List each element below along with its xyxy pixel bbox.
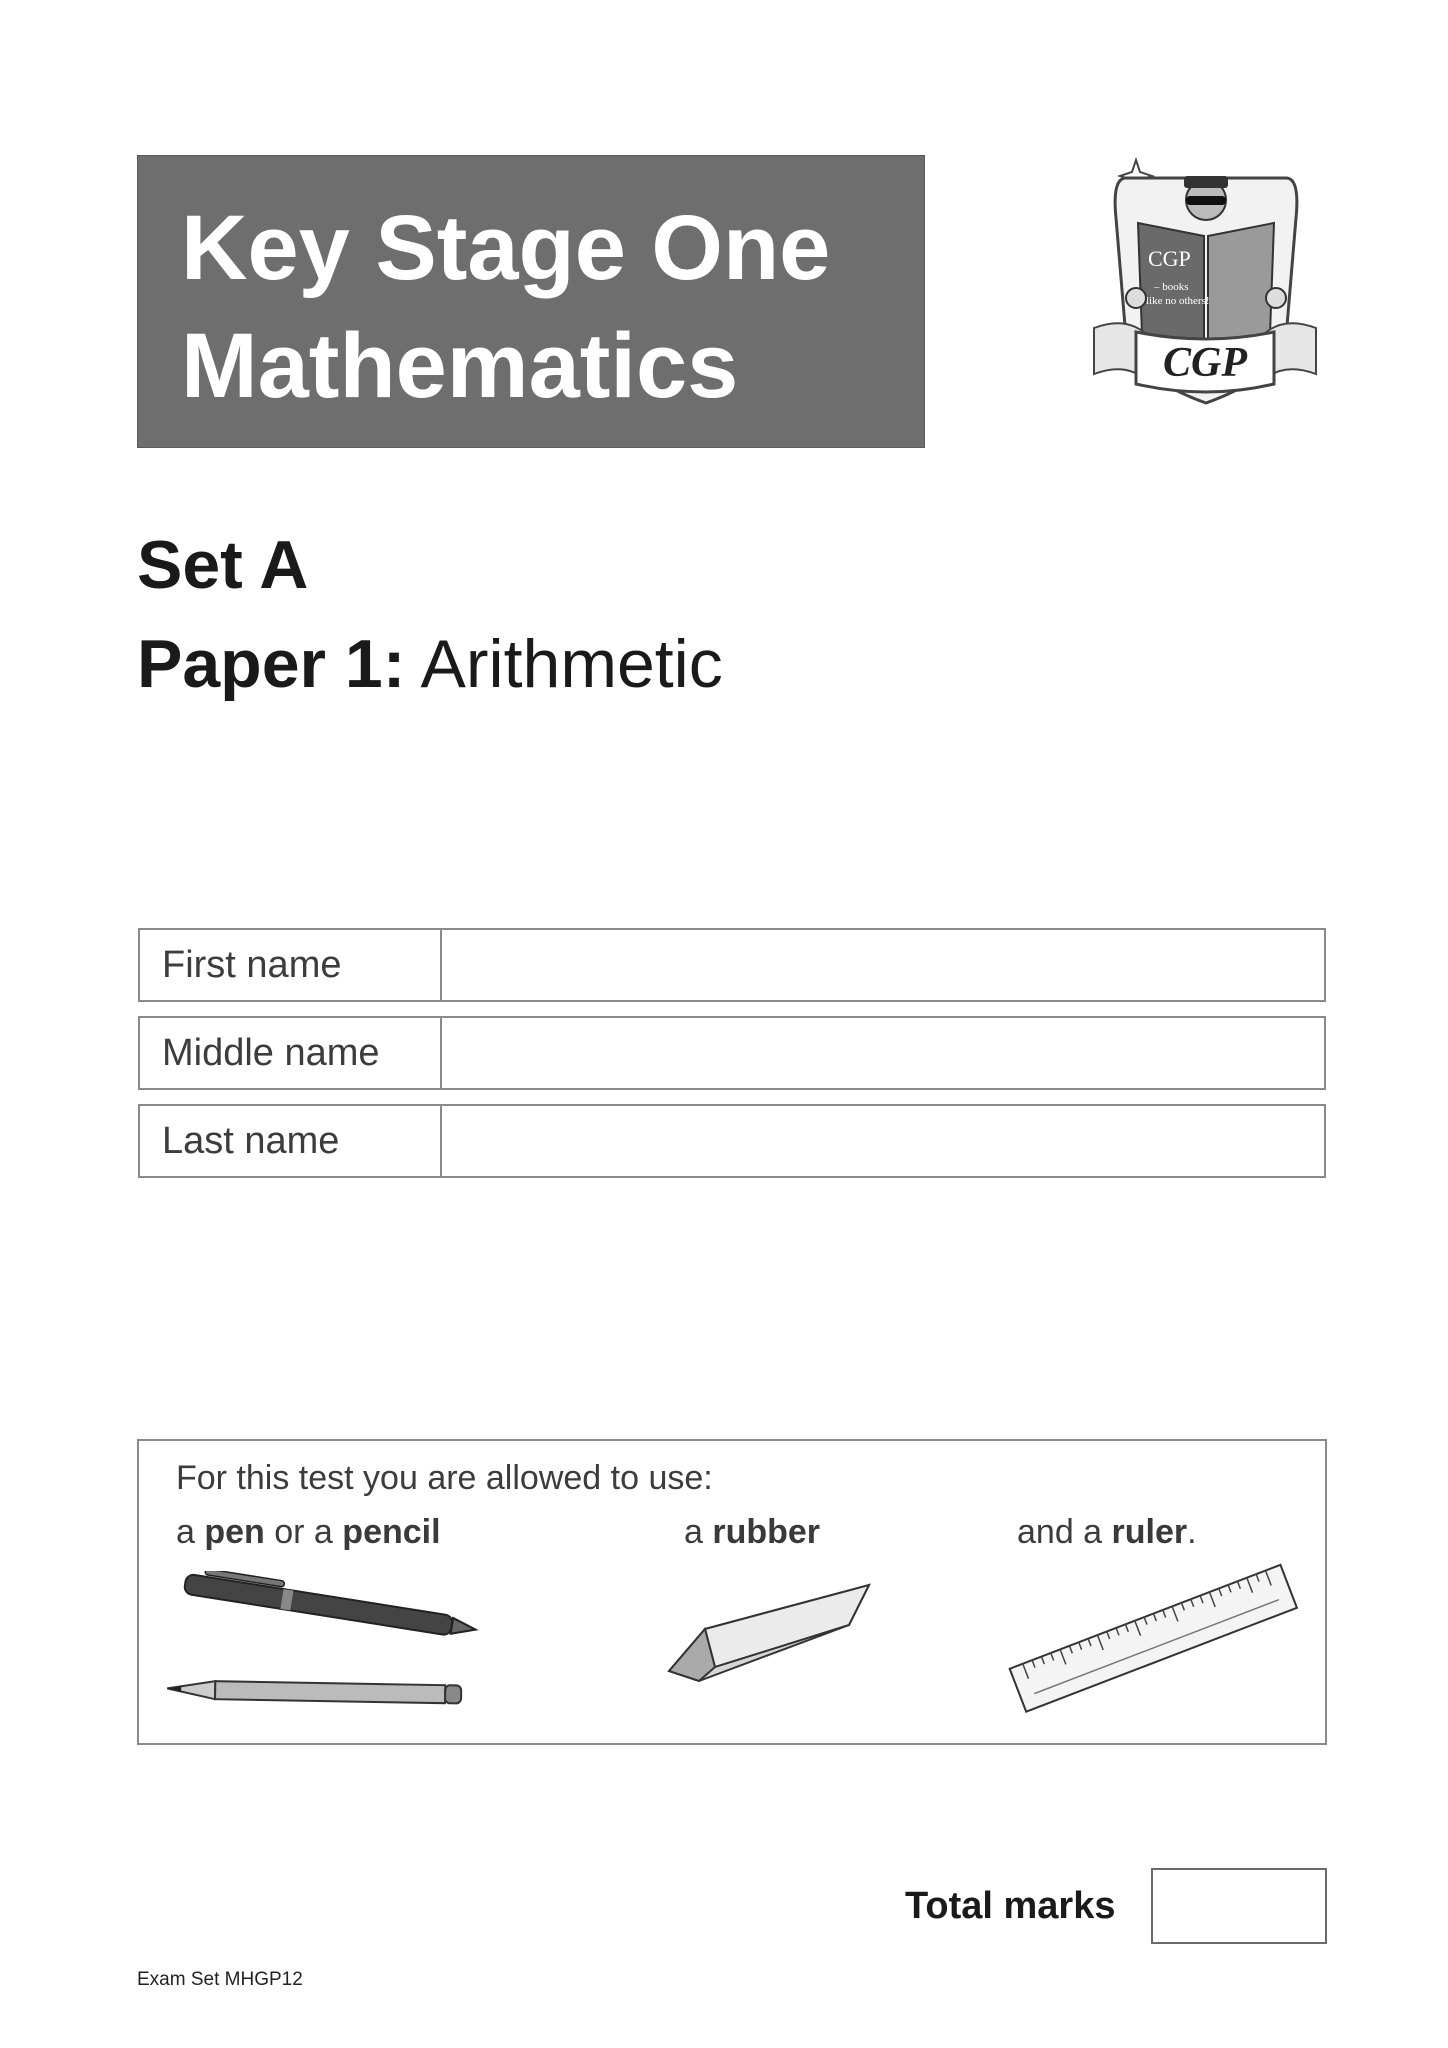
- pen-pencil-caption: a pen or a pencil: [176, 1513, 441, 1551]
- middle-name-field[interactable]: [442, 1018, 1324, 1088]
- logo-book-text: CGP: [1148, 246, 1191, 271]
- paper-title: [137, 626, 723, 702]
- total-marks-box[interactable]: [1151, 1868, 1327, 1944]
- ruler-icon: [999, 1551, 1309, 1721]
- equipment-box: [137, 1439, 1327, 1745]
- set-label: Set A: [137, 527, 309, 603]
- last-name-label: Last name: [140, 1106, 442, 1176]
- rubber-icon: [659, 1571, 889, 1701]
- title-line-2: Mathematics: [181, 315, 739, 417]
- logo-banner-text: CGP: [1163, 340, 1247, 386]
- total-marks-label: Total marks: [905, 1885, 1116, 1927]
- last-name-row: [138, 1104, 1326, 1178]
- first-name-field[interactable]: [442, 930, 1324, 1000]
- exam-set-code: Exam Set MHGP12: [137, 1969, 303, 1990]
- paper-subject: Arithmetic: [420, 626, 723, 702]
- middle-name-label: Middle name: [140, 1018, 442, 1088]
- title-line-1: Key Stage One: [181, 197, 831, 299]
- logo-book-subtext-2: like no others!: [1146, 295, 1210, 307]
- paper-number: Paper 1:: [137, 626, 406, 702]
- cgp-logo-icon: [1086, 148, 1324, 408]
- ruler-caption: and a ruler.: [1017, 1513, 1197, 1551]
- title-banner: [137, 155, 925, 448]
- middle-name-row: [138, 1016, 1326, 1090]
- rubber-caption: a rubber: [684, 1513, 821, 1551]
- logo-book-subtext-1: – books: [1154, 281, 1189, 293]
- first-name-label: First name: [140, 930, 442, 1000]
- pen-and-pencil-icon: [159, 1571, 489, 1731]
- last-name-field[interactable]: [442, 1106, 1324, 1176]
- equipment-intro: For this test you are allowed to use:: [176, 1459, 713, 1497]
- first-name-row: [138, 928, 1326, 1002]
